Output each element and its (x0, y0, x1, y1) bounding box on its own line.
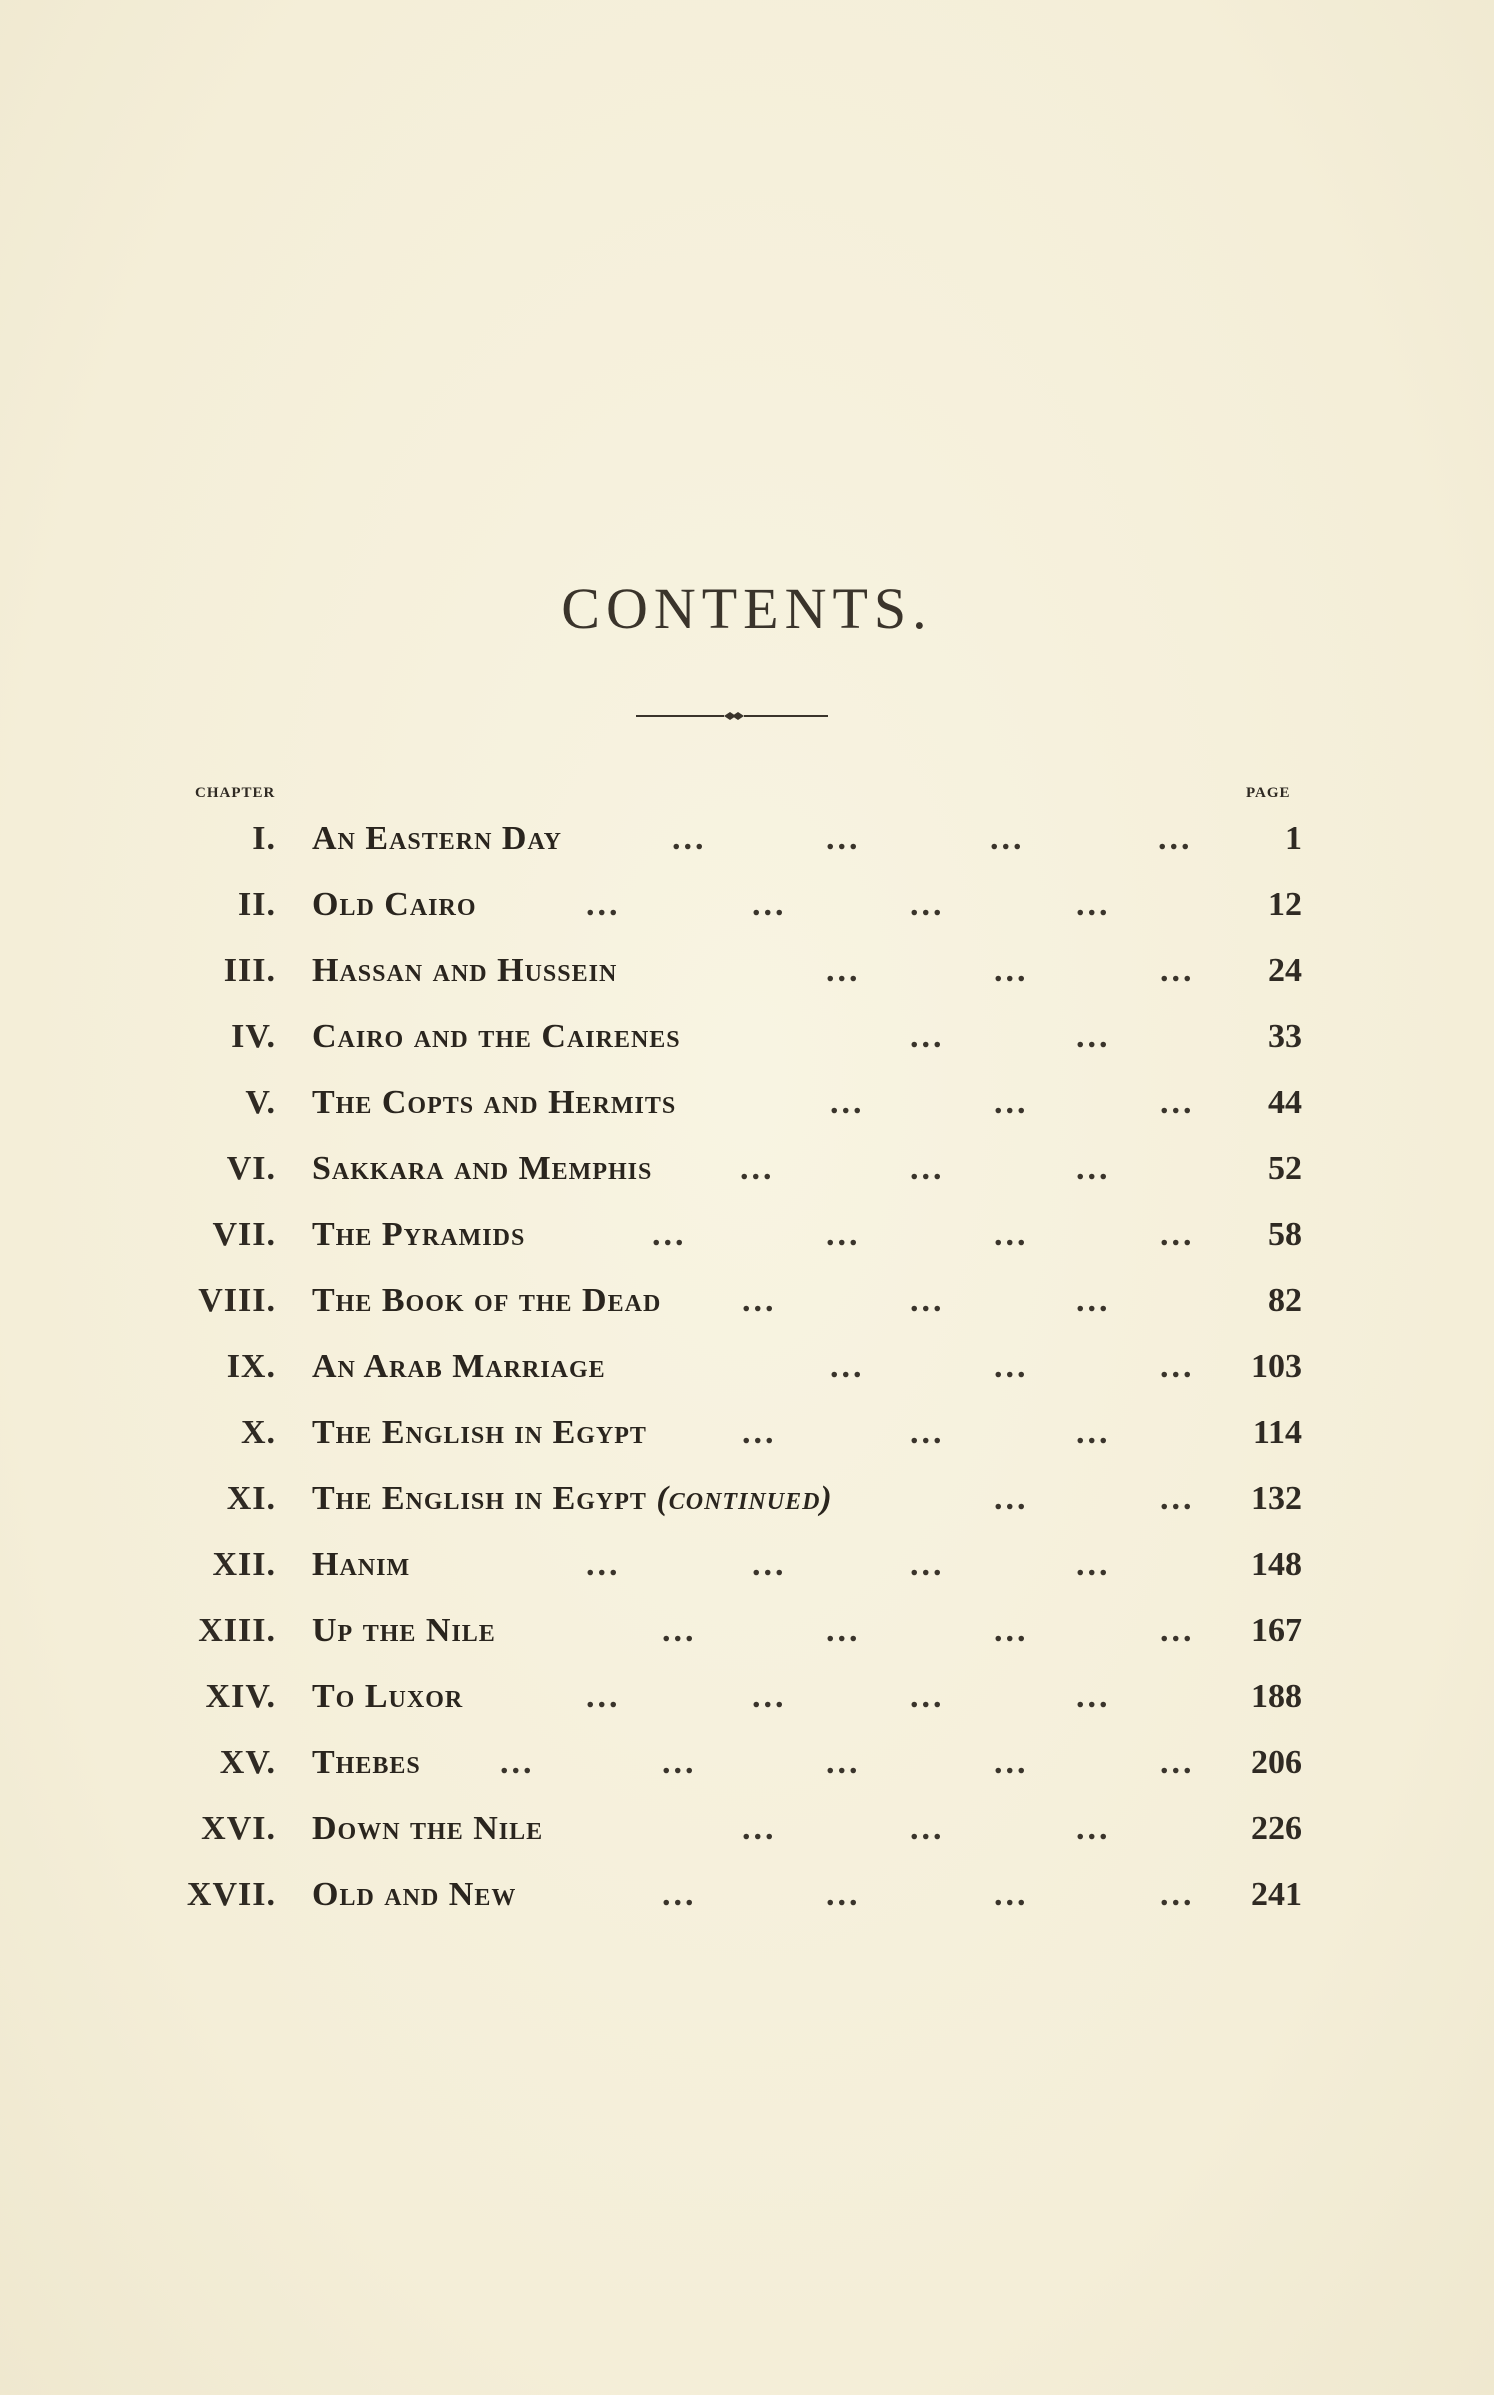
dot-leader: ... ... ... (742, 1282, 1111, 1319)
dot-leader: ... ... ... (742, 1810, 1111, 1847)
dot-leader: ... ... ... (830, 1348, 1195, 1385)
chapter-title-main: The English in Egypt (312, 1480, 647, 1517)
toc-entry[interactable] (0, 938, 1494, 1004)
chapter-title: Cairo and the Cairenes (312, 1018, 681, 1055)
dot-leader: ... ... ... (740, 1150, 1111, 1187)
page-column-header: PAGE (1246, 785, 1291, 801)
chapter-numeral: V. (245, 1084, 276, 1121)
chapter-title: The Pyramids (312, 1216, 526, 1253)
dot-leader: ... ... ... ... (662, 1612, 1195, 1649)
toc-entry[interactable] (0, 1862, 1494, 1928)
page-number: 1 (1285, 820, 1302, 857)
toc-entry[interactable] (0, 1334, 1494, 1400)
chapter-title: Old and New (312, 1876, 517, 1913)
chapter-numeral: XII. (212, 1546, 276, 1583)
toc-entry[interactable] (0, 1664, 1494, 1730)
chapter-numeral: II. (238, 886, 276, 923)
dot-leader: ... ... ... ... (586, 1546, 1111, 1583)
dot-leader: ... ... ... (742, 1414, 1111, 1451)
page-number: 167 (1251, 1612, 1302, 1649)
chapter-title: Hassan and Hussein (312, 952, 618, 989)
chapter-numeral: XVI. (201, 1810, 276, 1847)
dot-leader: ... ... ... ... (672, 820, 1193, 857)
page-number: 52 (1268, 1150, 1302, 1187)
chapter-title: Down the Nile (312, 1810, 544, 1847)
page-number: 241 (1251, 1876, 1302, 1913)
page-title: CONTENTS. (561, 576, 933, 641)
chapter-title: Up the Nile (312, 1612, 496, 1649)
chapter-title: The English in Egypt (312, 1414, 647, 1451)
toc-entry[interactable] (0, 1070, 1494, 1136)
toc-entry[interactable] (0, 1136, 1494, 1202)
chapter-title: The Copts and Hermits (312, 1084, 677, 1121)
dot-leader: ... ... ... ... (662, 1876, 1195, 1913)
toc-entry[interactable] (0, 1730, 1494, 1796)
chapter-numeral: XVII. (186, 1876, 276, 1913)
chapter-numeral: VII. (212, 1216, 276, 1253)
chapter-title: Hanim (312, 1546, 411, 1583)
page-number: 148 (1251, 1546, 1302, 1583)
page-number: 82 (1268, 1282, 1302, 1319)
chapter-numeral: XV. (219, 1744, 276, 1781)
page-number: 44 (1268, 1084, 1302, 1121)
page-number: 188 (1251, 1678, 1302, 1715)
dot-leader: ... ... ... ... (586, 886, 1111, 923)
dot-leader: ... ... ... ... (652, 1216, 1195, 1253)
chapter-numeral: I. (252, 820, 276, 857)
toc-entry[interactable] (0, 1532, 1494, 1598)
toc-entry[interactable] (0, 1796, 1494, 1862)
chapter-numeral: X. (240, 1414, 276, 1451)
chapter-title: To Luxor (312, 1678, 464, 1715)
chapter-numeral: VI. (226, 1150, 276, 1187)
dot-leader: ... ... (994, 1480, 1195, 1517)
page-number: 226 (1251, 1810, 1302, 1847)
page-number: 33 (1268, 1018, 1302, 1055)
chapter-title: Thebes (312, 1744, 421, 1781)
chapter-numeral: XIV. (205, 1678, 276, 1715)
chapter-numeral: IV. (231, 1018, 276, 1055)
chapter-numeral: XIII. (198, 1612, 276, 1649)
chapter-title (312, 1466, 833, 1532)
toc-entry[interactable] (0, 1268, 1494, 1334)
chapter-numeral: XI. (226, 1480, 276, 1517)
chapter-column-header: CHAPTER (195, 785, 276, 801)
chapter-title-suffix: (continued) (656, 1480, 833, 1517)
dot-leader: ... ... (910, 1018, 1111, 1055)
dot-leader: ... ... ... (826, 952, 1195, 989)
page-number: 103 (1251, 1348, 1302, 1385)
toc-entry[interactable] (0, 806, 1494, 872)
chapter-numeral: IX. (226, 1348, 276, 1385)
chapter-title: An Eastern Day (312, 820, 562, 857)
toc-entry[interactable] (0, 1400, 1494, 1466)
chapter-title: An Arab Marriage (312, 1348, 606, 1385)
dot-leader: ... ... ... ... (586, 1678, 1111, 1715)
ornament-rule-icon (636, 708, 828, 724)
toc-entry[interactable] (0, 872, 1494, 938)
chapter-numeral: VIII. (198, 1282, 276, 1319)
toc-entry[interactable] (0, 1004, 1494, 1070)
toc-entry[interactable] (0, 1466, 1494, 1532)
page-number: 114 (1252, 1414, 1302, 1451)
dot-leader: ... ... ... ... ... (500, 1744, 1195, 1781)
toc-entry[interactable] (0, 1202, 1494, 1268)
dot-leader: ... ... ... (830, 1084, 1195, 1121)
page-number: 12 (1268, 886, 1302, 923)
chapter-numeral: III. (223, 952, 276, 989)
page-number: 24 (1268, 952, 1302, 989)
page-number: 132 (1251, 1480, 1302, 1517)
toc-entry[interactable] (0, 1598, 1494, 1664)
chapter-title: Sakkara and Memphis (312, 1150, 653, 1187)
page-number: 58 (1268, 1216, 1302, 1253)
page-number: 206 (1251, 1744, 1302, 1781)
chapter-title: Old Cairo (312, 886, 477, 923)
chapter-title: The Book of the Dead (312, 1282, 662, 1319)
